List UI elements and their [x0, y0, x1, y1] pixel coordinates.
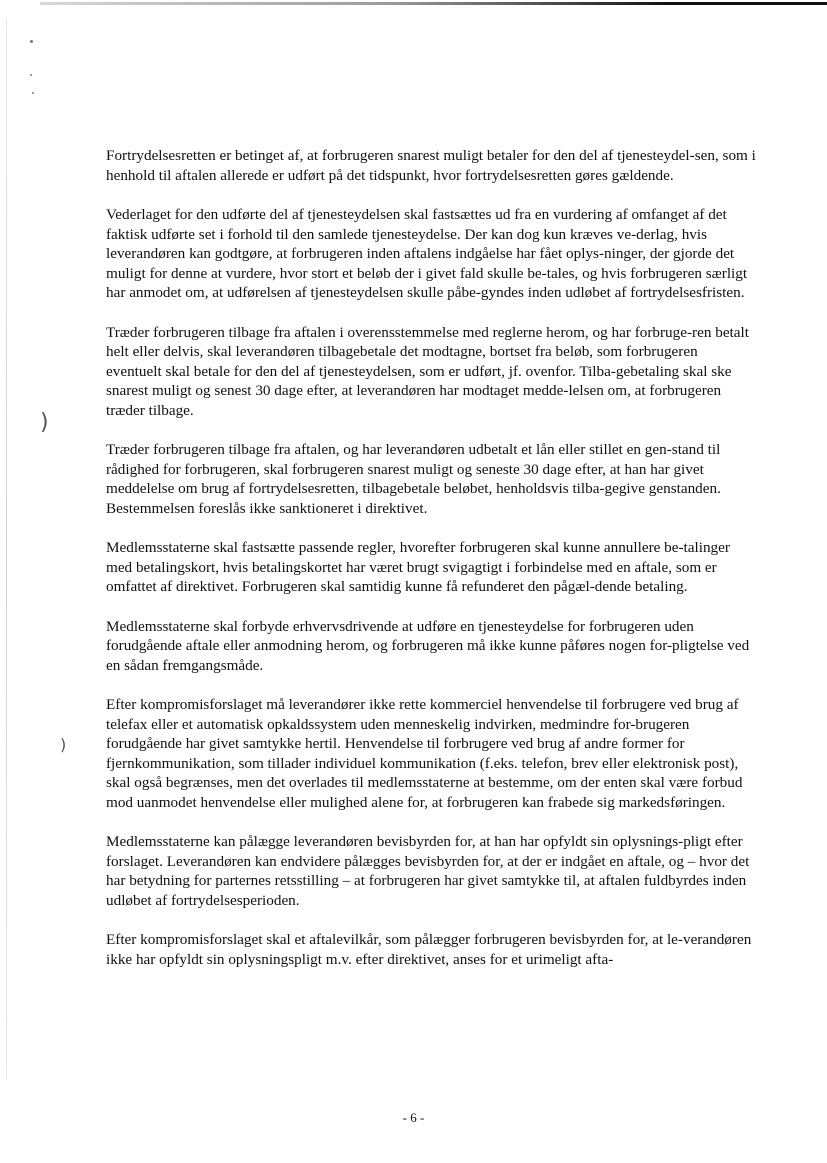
scan-top-edge: [40, 2, 827, 5]
paragraph-2: Vederlaget for den udførte del af tjenesteydelsen skal fastsættes ud fra en vurdering af omfanget af det faktisk udførte set i forhold til den samlede tjenesteydelse. Der kan dog kun kræves ve-derlag, hvis leverandøren kan godtgøre, at forbrugeren inden aftalens indgåelse har fået oplys-ninger, der gjorde det muligt for denne at vurdere, hvor stort et beløb der i givet fald skulle be-tales, og hvis forbrugeren særligt har anmodet om, at udførelsen af tjenesteydelsen skulle påbe-gyndes inden udløbet af fortrydelsesfristen.: [106, 206, 748, 301]
page-number: - 6 -: [402, 1110, 425, 1125]
paragraph-4: Træder forbrugeren tilbage fra aftalen, og har leverandøren udbetalt et lån eller stillet en gen-stand til rådighed for forbrugeren, skal forbrugeren snarest muligt og seneste 30 dage efter, at han har givet meddelelse om brug af fortrydelsesretten, tilbagebetale beløbet, henholdsvis tilba-gegive genstanden. Bestemmelsen foreslås ikke sanktioneret i direktivet.: [106, 441, 721, 517]
paragraph-9: Efter kompromisforslaget skal et aftalevilkår, som pålægger forbrugeren bevisbyrden for, at le-verandøren ikke har opfyldt sin oplysningspligt m.v. efter direktivet, anses for et urimeligt afta-: [106, 931, 752, 968]
paragraph-7: Efter kompromisforslaget må leverandører ikke rette kommerciel henvendelse til forbrugere ved brug af telefax eller et automatisk opkaldssystem uden menneskelig indvirken, medmindre for-brugeren forudgående har givet samtykke hertil. Henvendelse til forbrugere ved brug af andre former for fjernkommunikation, som tillader individuel kommunikation (f.eks. telefon, brev eller elektronisk post), skal også begrænses, men det overlades til medlemsstaterne at bestemme, om der enten skal være forbud mod uanmodet henvendelse eller mulighed alene for, at forbrugeren kan frabede sig markedsføringen.: [106, 696, 743, 811]
scan-speck: [30, 40, 33, 43]
paragraph-8: Medlemsstaterne kan pålægge leverandøren bevisbyrden for, at han har opfyldt sin oplysnings-pligt efter forslaget. Leverandøren kan endvidere pålægges bevisbyrden for, at der er indgået en aftale, og – hvor det har betydning for parternes retsstilling – at forbrugeren har givet samtykke til, at aftalen fuldbyrdes inden udløbet af fortrydelsesperioden.: [106, 833, 750, 909]
hole-punch-mark: ): [60, 735, 67, 754]
scan-speck: [30, 74, 32, 76]
paragraph-6: Medlemsstaterne skal forbyde erhvervsdrivende at udføre en tjenesteydelse for forbrugeren uden forudgående aftale eller anmodning herom, og forbrugeren må ikke kunne påføres nogen for-pligtelse ved en sådan fremgangsmåde.: [106, 617, 750, 674]
paragraph-1: Fortrydelsesretten er betinget af, at forbrugeren snarest muligt betaler for den del af tjenesteydel-sen, som i henhold til aftalen allerede er udført på det tidspunkt, hvor fortrydelsesretten gøres gældende.: [106, 147, 756, 184]
hole-punch-mark: ): [40, 410, 49, 435]
paragraph-5: Medlemsstaterne skal fastsætte passende regler, hvorefter forbrugeren skal kunne annullere be-talinger med betalingskort, hvis betalingskortet har været brugt svigagtigt i forbindelse med en aftale, som er omfattet af direktivet. Forbrugeren skal samtidig kunne få refunderet den pågæl-dende betaling.: [106, 539, 730, 595]
body-text: [106, 146, 756, 989]
scan-speck: [32, 92, 34, 94]
scan-left-edge: [6, 20, 7, 1080]
paragraph-3: Træder forbrugeren tilbage fra aftalen i overensstemmelse med reglerne herom, og har forbruge-ren betalt helt eller delvis, skal leverandøren tilbagebetale det modtagne, bortset fra beløb, som forbrugeren eventuelt skal betale for den del af tjenesteydelsen, som er udført, jf. ovenfor. Tilba-gebetaling skal ske snarest muligt og senest 30 dage efter, at leverandøren har modtaget medde-lelsen om, at forbrugeren træder tilbage.: [106, 323, 749, 419]
